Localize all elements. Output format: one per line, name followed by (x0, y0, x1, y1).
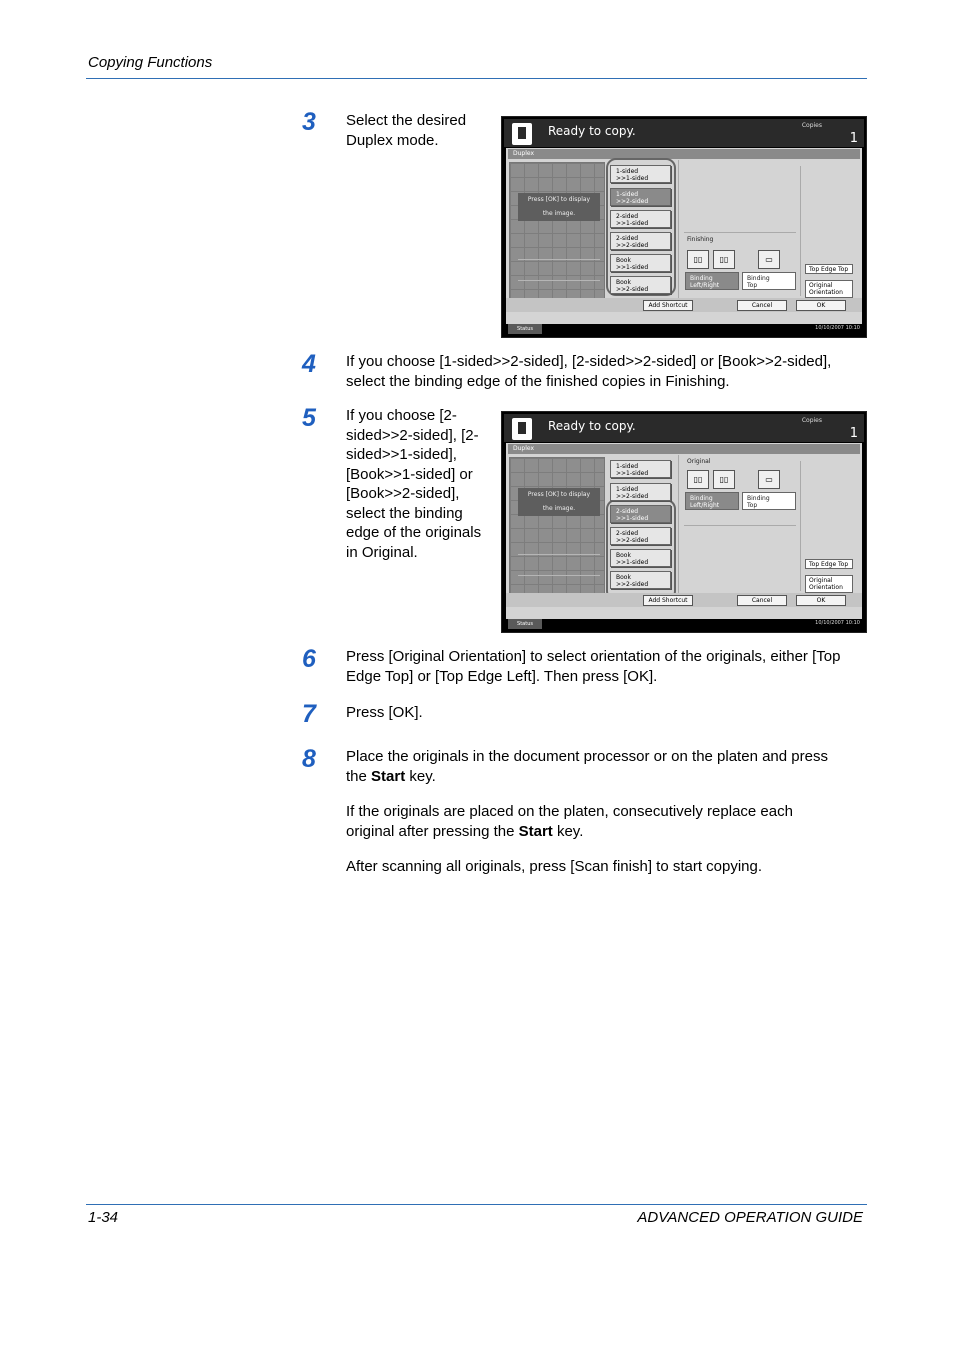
step-text (346, 647, 840, 686)
step-line: [Book>>1-sided] or (346, 465, 473, 483)
step-number: 6 (302, 645, 316, 673)
divider (800, 461, 801, 591)
preview-lines (518, 554, 600, 576)
step-line: original after pressing the Start key. (346, 822, 584, 840)
duplex-option-book-2s[interactable]: Book >>2-sided (610, 276, 671, 294)
step-text (346, 352, 831, 391)
step-number: 5 (302, 404, 316, 432)
preview-message (518, 488, 600, 516)
add-shortcut-button[interactable]: Add Shortcut (643, 300, 693, 311)
preview-line: Press [OK] to display (527, 491, 591, 498)
status-button[interactable]: Status (508, 324, 542, 334)
step-line: If you choose [2- (346, 407, 457, 424)
tab-duplex[interactable]: Duplex (508, 149, 860, 159)
header-rule (86, 78, 867, 79)
duplex-option-2s-1s[interactable]: 2-sided >>1-sided (610, 505, 671, 523)
binding-top-button[interactable]: Binding Top (742, 492, 796, 510)
step-line: select the binding (346, 504, 463, 522)
ok-button[interactable]: OK (796, 595, 846, 606)
original-label: Original (687, 458, 711, 465)
step-line: edge of the originals (346, 524, 482, 541)
section-title: Copying Functions (88, 54, 213, 71)
tab-duplex[interactable]: Duplex (508, 444, 860, 454)
duplex-option-1s-2s[interactable]: 1-sided >>2-sided (610, 483, 671, 501)
step-line: sided>>2-sided], [2- (346, 426, 479, 444)
step-line: Edge Top] or [Top Edge Left]. Then press [OK]. (346, 667, 658, 685)
duplex-option-2s-2s[interactable]: 2-sided >>2-sided (610, 232, 671, 250)
document-icon (512, 123, 532, 145)
binding-left-right-button[interactable]: Binding Left/Right (685, 492, 739, 510)
copies-count: 1 (849, 131, 858, 146)
duplex-option-book-1s[interactable]: Book >>1-sided (610, 254, 671, 272)
top-edge-indicator: Top Edge Top (805, 264, 853, 274)
binding-top-button[interactable]: Binding Top (742, 272, 796, 290)
divider (800, 166, 801, 296)
panel-titlebar (504, 119, 864, 147)
ok-button[interactable]: OK (796, 300, 846, 311)
step-text (346, 111, 466, 150)
binding-left-icon: ▯▯ (687, 250, 709, 269)
step-line: Press [Original Orientation] to select orientation of the originals, either [Top (346, 648, 841, 665)
step-line: sided>>1-sided], (346, 446, 457, 463)
divider (684, 232, 796, 233)
divider (678, 160, 679, 298)
panel-body (506, 148, 862, 324)
step-line: After scanning all originals, press [Scan finish] to start copying. (346, 858, 763, 875)
page-number: 1-34 (88, 1209, 119, 1226)
datetime: 10/10/2007 10:10 (815, 325, 860, 331)
original-orientation-button[interactable]: Original Orientation (805, 280, 853, 298)
binding-left-right-button[interactable]: Binding Left/Right (685, 272, 739, 290)
step-line: the Start key. (346, 767, 436, 785)
copies-label: Copies (801, 122, 822, 129)
step-number: 3 (302, 108, 316, 136)
finishing-label: Finishing (687, 236, 714, 243)
top-edge-indicator: Top Edge Top (805, 559, 853, 569)
duplex-option-2s-1s[interactable]: 2-sided >>1-sided (610, 210, 671, 228)
step-line: select the binding edge of the finished copies in Finishing. (346, 372, 730, 390)
copier-panel-original (501, 411, 867, 633)
preview-line: Press [OK] to display (527, 196, 591, 203)
panel-titlebar (504, 414, 864, 442)
start-key-name: Start (518, 822, 553, 840)
preview-lines (518, 259, 600, 281)
binding-right-icon: ▯▯ (713, 470, 735, 489)
step-text (346, 703, 423, 723)
add-shortcut-button[interactable]: Add Shortcut (643, 595, 693, 606)
duplex-option-book-1s[interactable]: Book >>1-sided (610, 549, 671, 567)
preview-area (509, 457, 605, 601)
panel-body (506, 443, 862, 619)
status-button[interactable]: Status (508, 619, 542, 629)
document-icon (512, 418, 532, 440)
binding-right-icon: ▯▯ (713, 250, 735, 269)
binding-top-icon: ▭ (758, 470, 780, 489)
duplex-option-2s-2s[interactable]: 2-sided >>2-sided (610, 527, 671, 545)
step-number: 4 (302, 350, 316, 378)
copies-label: Copies (801, 417, 822, 424)
ready-status: Ready to copy. (548, 419, 636, 433)
duplex-option-1s-1s[interactable]: 1-sided >>1-sided (610, 165, 671, 183)
duplex-option-1s-2s[interactable]: 1-sided >>2-sided (610, 188, 671, 206)
step-line: Duplex mode. (346, 131, 439, 149)
preview-message (518, 193, 600, 221)
duplex-option-book-2s[interactable]: Book >>2-sided (610, 571, 671, 589)
step-line: Press [OK]. (346, 704, 423, 721)
binding-top-icon: ▭ (758, 250, 780, 269)
copier-panel-finishing (501, 116, 867, 338)
step-number: 7 (302, 700, 316, 728)
duplex-option-1s-1s[interactable]: 1-sided >>1-sided (610, 460, 671, 478)
step-text (346, 747, 828, 877)
step-text (346, 406, 481, 562)
divider (684, 525, 796, 526)
copies-count: 1 (849, 426, 858, 441)
preview-line: the image. (542, 210, 576, 217)
preview-area (509, 162, 605, 306)
cancel-button[interactable]: Cancel (737, 300, 787, 311)
step-line: If the originals are placed on the platen, consecutively replace each (346, 803, 793, 820)
footer-rule (86, 1204, 867, 1205)
start-key-name: Start (371, 767, 406, 785)
ready-status: Ready to copy. (548, 124, 636, 138)
cancel-button[interactable]: Cancel (737, 595, 787, 606)
original-orientation-button[interactable]: Original Orientation (805, 575, 853, 593)
step-line: Place the originals in the document processor or on the platen and press (346, 748, 828, 765)
divider (678, 455, 679, 593)
binding-left-icon: ▯▯ (687, 470, 709, 489)
step-line: If you choose [1-sided>>2-sided], [2-sided>>2-sided] or [Book>>2-sided], (346, 353, 832, 370)
step-line: Select the desired (346, 112, 467, 129)
step-number: 8 (302, 745, 316, 773)
datetime: 10/10/2007 10:10 (815, 620, 860, 626)
preview-line: the image. (542, 505, 576, 512)
guide-title: ADVANCED OPERATION GUIDE (637, 1209, 863, 1226)
step-line: in Original. (346, 543, 418, 561)
step-line: [Book>>2-sided], (346, 485, 460, 502)
